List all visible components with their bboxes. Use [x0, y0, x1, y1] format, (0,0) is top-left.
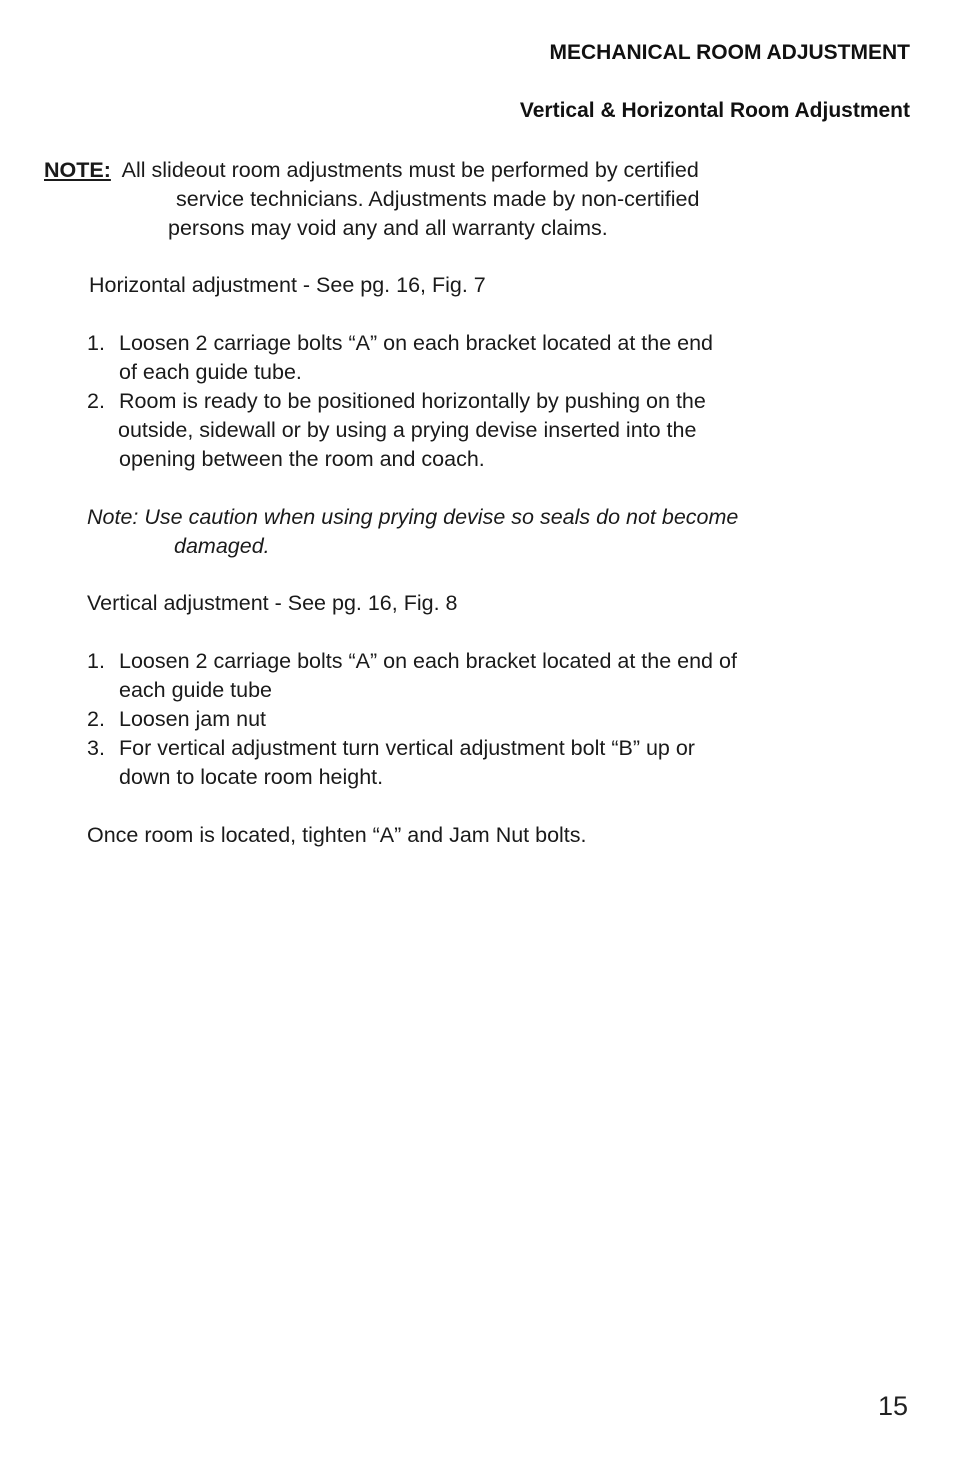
horizontal-step-2-line-2: outside, sidewall or by using a prying devise inserted into the — [118, 418, 697, 442]
closing-instruction: Once room is located, tighten “A” and Jam Nut bolts. — [87, 823, 587, 847]
horizontal-step-1-line-2: of each guide tube. — [119, 360, 302, 384]
vertical-heading: Vertical adjustment - See pg. 16, Fig. 8 — [87, 591, 458, 615]
note-text-1: All slideout room adjustments must be performed by certified — [121, 158, 699, 182]
horizontal-step-1-line-1: Loosen 2 carriage bolts “A” on each bracket located at the end — [119, 331, 714, 355]
vertical-step-2-line-1: Loosen jam nut — [119, 707, 267, 731]
vertical-step-1-line-1: Loosen 2 carriage bolts “A” on each bracket located at the end of — [119, 649, 737, 673]
note-line-1 — [44, 156, 699, 185]
vertical-step-3-line-2: down to locate room height. — [119, 765, 384, 789]
horizontal-step-2-line-1: Room is ready to be positioned horizontally by pushing on the — [119, 389, 706, 413]
note-line-2: service technicians. Adjustments made by non-certified — [176, 187, 700, 211]
page-number: 15 — [877, 1391, 908, 1421]
vertical-step-2-number: 2. — [87, 707, 105, 731]
vertical-step-1-line-2: each guide tube — [119, 678, 273, 702]
vertical-step-1-number: 1. — [87, 649, 105, 673]
note-line-3: persons may void any and all warranty claims. — [168, 216, 608, 240]
horizontal-step-2-number: 2. — [87, 389, 105, 413]
section-title: MECHANICAL ROOM ADJUSTMENT — [549, 41, 910, 64]
caution-note-line-2: damaged. — [174, 534, 270, 558]
note-label: NOTE: — [44, 158, 111, 182]
horizontal-heading: Horizontal adjustment - See pg. 16, Fig. 7 — [89, 273, 486, 297]
section-subtitle: Vertical & Horizontal Room Adjustment — [519, 99, 910, 122]
horizontal-step-1-number: 1. — [87, 331, 105, 355]
vertical-step-3-line-1: For vertical adjustment turn vertical adjustment bolt “B” up or — [119, 736, 695, 760]
vertical-step-3-number: 3. — [87, 736, 105, 760]
caution-note-line-1: Note: Use caution when using prying devise so seals do not become — [87, 505, 739, 529]
horizontal-step-2-line-3: opening between the room and coach. — [119, 447, 485, 471]
